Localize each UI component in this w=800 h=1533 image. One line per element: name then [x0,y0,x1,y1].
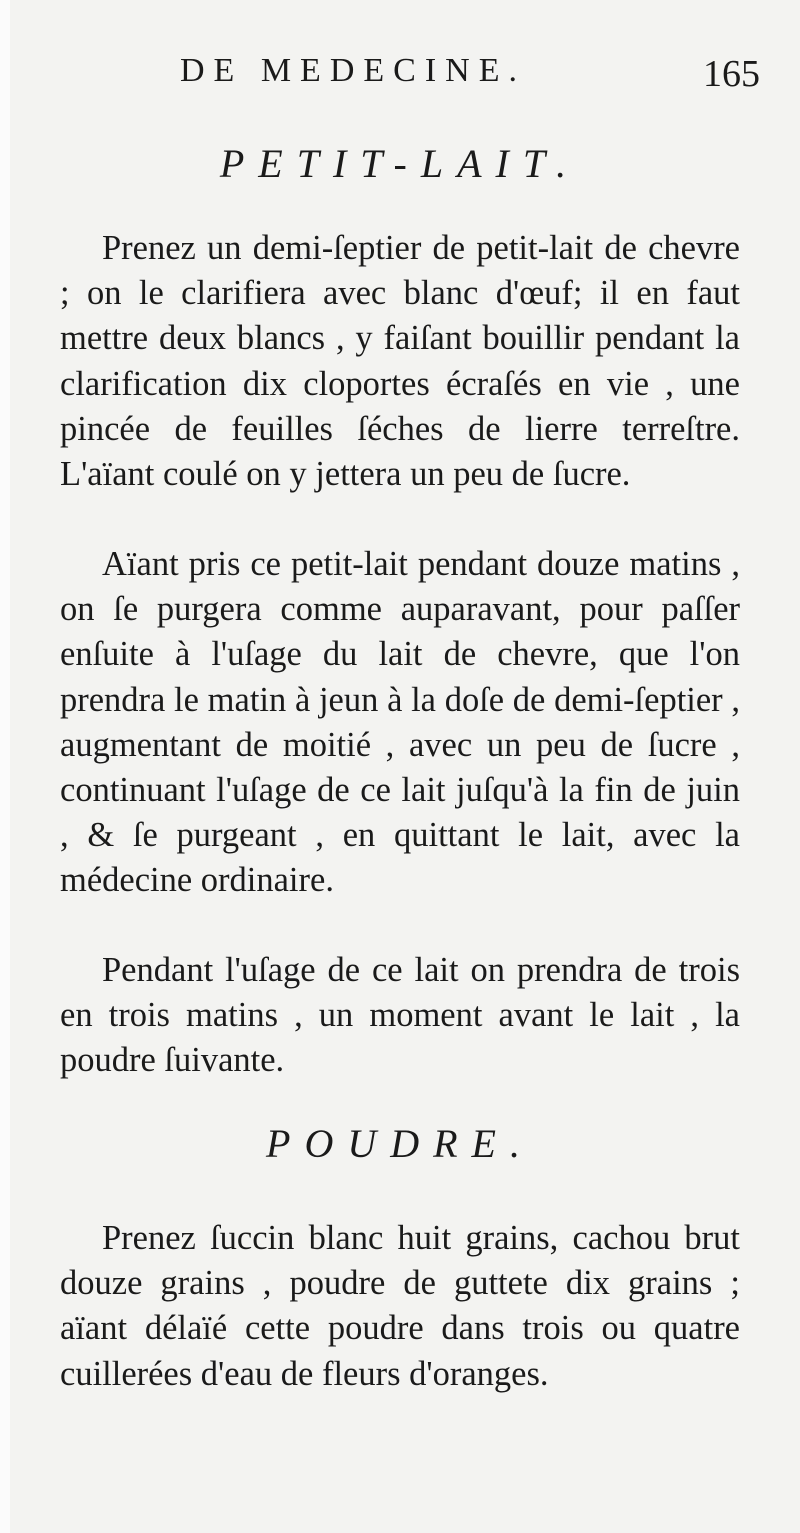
paragraph: Prenez un demi-ſeptier de petit-lait de chevre ; on le clarifiera avec blanc d'œuf; il en faut mettre deux blancs , y faiſant bouillir pendant la clarification dix cloportes écraſés en vie , une pincée de feuilles ſéches de lierre terreſtre. L'aïant coulé on y jettera un peu de ſucre. [60,229,740,494]
section-title-petit-lait: PETIT-LAIT. [219,141,581,186]
paragraph: Prenez ſuccin blanc huit grains, cachou brut douze grains , poudre de guttete dix grains ; aïant délaïé cette poudre dans trois ou quatre cuillerées d'eau de fleurs d'oranges. [60,1219,740,1393]
running-head [180,52,760,102]
paragraph: Pendant l'uſage de ce lait on prendra de trois en trois matins , un moment avant le lait , la poudre ſuivante. [60,951,740,1080]
running-title: DE MEDECINE. [180,52,526,89]
paragraph: Aïant pris ce petit-lait pendant douze matins , on ſe purgera comme auparavant, pour paſſer enſuite à l'uſage du lait de chevre, que l'on prendra le matin à jeun à la doſe de demi-ſeptier , augmentant de moitié , avec un peu de ſucre , continuant l'uſage de ce lait juſqu'à la fin de juin , & ſe purgeant , en quittant le lait, avec la médecine ordinaire. [60,545,740,900]
page-edge [0,0,10,1533]
page-number: 165 [703,53,760,95]
section-title-poudre: POUDRE. [266,1121,534,1166]
